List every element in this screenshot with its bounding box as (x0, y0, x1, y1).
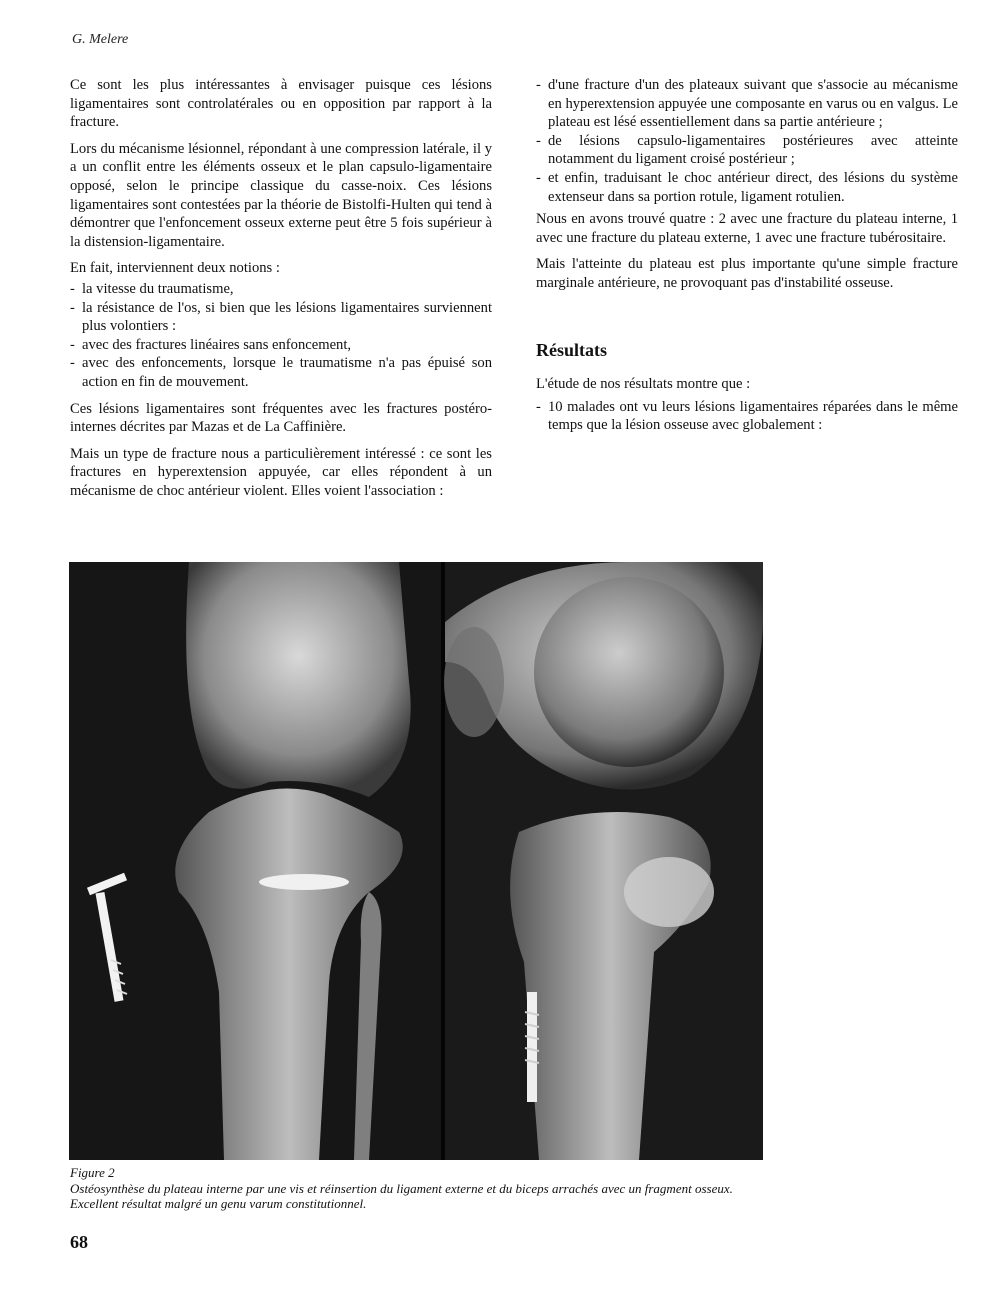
paragraph: Mais l'atteinte du plateau est plus importante qu'une simple fracture marginale antérieure, ne provoquant pas d'instabilité osseuse. (536, 256, 958, 291)
section-title: Résultats (536, 339, 607, 360)
paragraph: Ce sont les plus intéressantes à envisager puisque ces lésions ligamentaires sont controlatérales ou en opposition par rapport à la fracture. (70, 77, 492, 131)
list-item: - la résistance de l'os, si bien que les lésions ligamentaires surviennent plus volontiers : (70, 299, 492, 336)
xray-lateral-view (444, 562, 763, 1160)
paragraph: En fait, interviennent deux notions : (70, 260, 280, 277)
figure-label: Figure 2 (70, 1165, 115, 1180)
left-column (70, 76, 492, 508)
bone-fragment (259, 874, 349, 890)
paragraph: Mais un type de fracture nous a particulièrement intéressé : ce sont les fractures en hyperextension appuyée, car elles répondent à un mécanisme de choc antérieur violent. Elles voient l'association : (70, 445, 492, 499)
paragraph: Nous en avons trouvé quatre : 2 avec une fracture du plateau interne, 1 avec une fracture du plateau externe, 1 avec une fracture tubérositaire. (536, 211, 958, 246)
bullet-list (536, 76, 958, 206)
figure-caption-text: Ostéosynthèse du plateau interne par une vis et réinsertion du ligament externe et du biceps arrachés avec un fragment osseux. Excellent résultat malgré un genu varum constitutionnel. (70, 1180, 733, 1211)
list-item: - avec des fractures linéaires sans enfoncement, (70, 336, 492, 355)
list-item: - de lésions capsulo-ligamentaires postérieures avec atteinte notamment du ligament croisé postérieur ; (536, 132, 958, 169)
page-number: 68 (70, 1232, 88, 1252)
paragraph: Ces lésions ligamentaires sont fréquentes avec les fractures postéro-internes décrites par Mazas et de La Caffinière. (70, 400, 492, 436)
running-head-author: G. Melere (72, 32, 129, 47)
paragraph: Lors du mécanisme lésionnel, répondant à une compression latérale, il y a un conflit entre les éléments osseux et le plan capsulo-ligamentaire opposé, selon le principe classique du casse-noix. Ces lésions ligamentaires sont contestées par la théorie de Bistolfi-Hulten qui tend à démontrer que l'enfoncement osseux externe peut être 5 fois supérieur à la distension-ligamentaire. (70, 140, 492, 250)
figure-xray-images (69, 562, 763, 1160)
xray-ap-view (69, 562, 441, 1160)
paragraph: L'étude de nos résultats montre que : (536, 376, 751, 393)
bullet-list (536, 398, 958, 435)
bullet-list (70, 280, 492, 392)
list-item: - la vitesse du traumatisme, (70, 280, 492, 299)
list-item: - d'une fracture d'un des plateaux suivant que s'associe au mécanisme en hyperextension appuyée une composante en varus ou en valgus. Le plateau est lésé essentiellement dans sa partie antérieure ; (536, 76, 958, 132)
list-item: - 10 malades ont vu leurs lésions ligamentaires réparées dans le même temps que la lésion osseuse avec globalement : (536, 398, 958, 435)
list-item: - avec des enfoncements, lorsque le traumatisme n'a pas épuisé son action en fin de mouvement. (70, 354, 492, 391)
right-column (536, 76, 958, 443)
list-item: - et enfin, traduisant le choc antérieur direct, des lésions du système extenseur dans sa portion rotule, ligament rotulien. (536, 169, 958, 206)
figure-caption (70, 1165, 770, 1212)
screw-icon (525, 992, 539, 1102)
